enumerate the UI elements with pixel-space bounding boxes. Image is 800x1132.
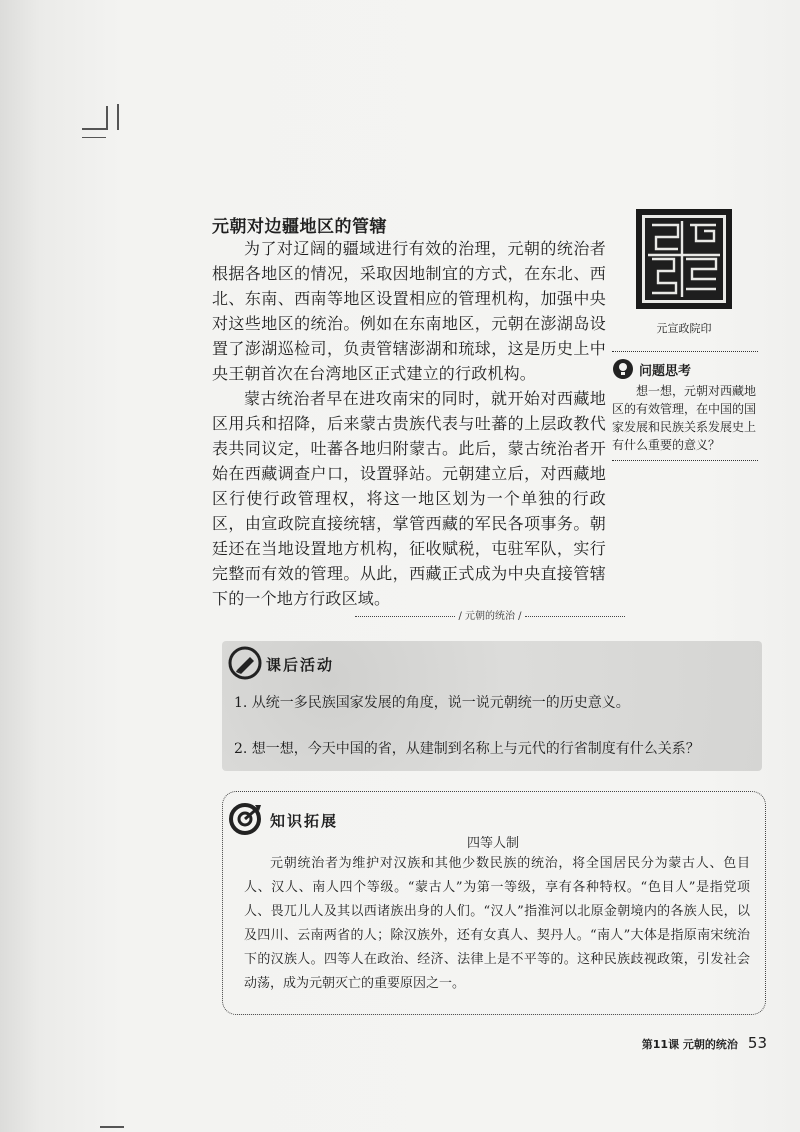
paragraph-tibet: 蒙古统治者早在进攻南宋的同时，就开始对西藏地区用兵和招降，后来蒙古贵族代表与吐蕃的上层政教代表共同议定，吐蕃各地归附蒙古。此后，蒙古统治者开始在西藏调查户口，设置驿站。元朝建立后，对西藏地区行使行政管理权，将这一地区划为一个单独的行政区，由宣政院直接统辖，掌管西藏的军民各项事务。朝廷还在当地设置地方机构，征收赋税，屯驻军队，实行完整而有效的管理。从此，西藏正式成为中央直接管辖下的一个地方行政区域。 xyxy=(212,389,606,608)
crop-mark xyxy=(117,104,119,130)
seal-caption: 元宣政院印 xyxy=(656,322,712,335)
dotted-rule xyxy=(525,616,625,617)
page-footer xyxy=(642,1034,767,1052)
question-title: 问题思考 xyxy=(639,363,692,379)
page-number: 53 xyxy=(747,1034,767,1052)
crop-mark xyxy=(106,106,108,130)
footer-lesson: 第11课 元朝的统治 xyxy=(641,1038,738,1051)
section-heading: 元朝对边疆地区的管辖 xyxy=(212,217,387,237)
bulb-icon xyxy=(612,358,634,380)
section-divider xyxy=(350,607,630,622)
divider-line xyxy=(612,460,758,461)
paragraph-penghu: 为了对辽阔的疆域进行有效的治理，元朝的统治者根据各地区的情况，采取因地制宜的方式，在东北、西北、东南、西南等地区设置相应的管理机构，加强中央对这些地区的统治。例如在东南地区，元朝在澎湖岛设置了澎湖巡检司，负责管辖澎湖和琉球，这是历史上中央王朝首次在台湾地区正式建立的行政机构。 xyxy=(212,239,606,383)
knowledge-subtitle: 四等人制 xyxy=(466,836,519,851)
pencil-icon xyxy=(228,646,262,680)
knowledge-title: 知识拓展 xyxy=(270,812,339,830)
activity-item: 1. 从统一多民族国家发展的角度，说一说元朝统一的历史意义。 xyxy=(234,695,630,711)
question-text: 想一想，元朝对西藏地区的有效管理，在中国的国家发展和民族关系发展史上有什么重要的意义？ xyxy=(612,384,757,452)
target-icon xyxy=(228,802,262,836)
question-header xyxy=(612,358,758,380)
divider-label: / 元朝的统治 / xyxy=(458,611,522,622)
dotted-rule xyxy=(355,616,455,617)
divider-line xyxy=(612,351,758,352)
crop-mark xyxy=(82,128,108,130)
crop-mark xyxy=(100,1126,124,1128)
seal-image xyxy=(634,207,734,311)
crop-mark xyxy=(82,137,106,138)
activity-item: 2. 想一想，今天中国的省，从建制到名称上与元代的行省制度有什么关系？ xyxy=(234,741,700,757)
activity-title: 课后活动 xyxy=(266,656,335,674)
question-box xyxy=(612,351,758,461)
knowledge-text: 元朝统治者为维护对汉族和其他少数民族的统治，将全国居民分为蒙古人、色目人、汉人、南人四个等级。“蒙古人”为第一等级，享有各种特权。“色目人”是指党项人、畏兀儿人及其以西诸族出身的人们。“汉人”指淮河以北原金朝境内的各族人民，以及四川、云南两省的人；除汉族外，还有女真人、契丹人。“南人”大体是指原南宋统治下的汉族人。四等人在政治、经济、法律上是不平等的。这种民族歧视政策，引发社会动荡，成为元朝灭亡的重要原因之一。 xyxy=(244,856,750,991)
